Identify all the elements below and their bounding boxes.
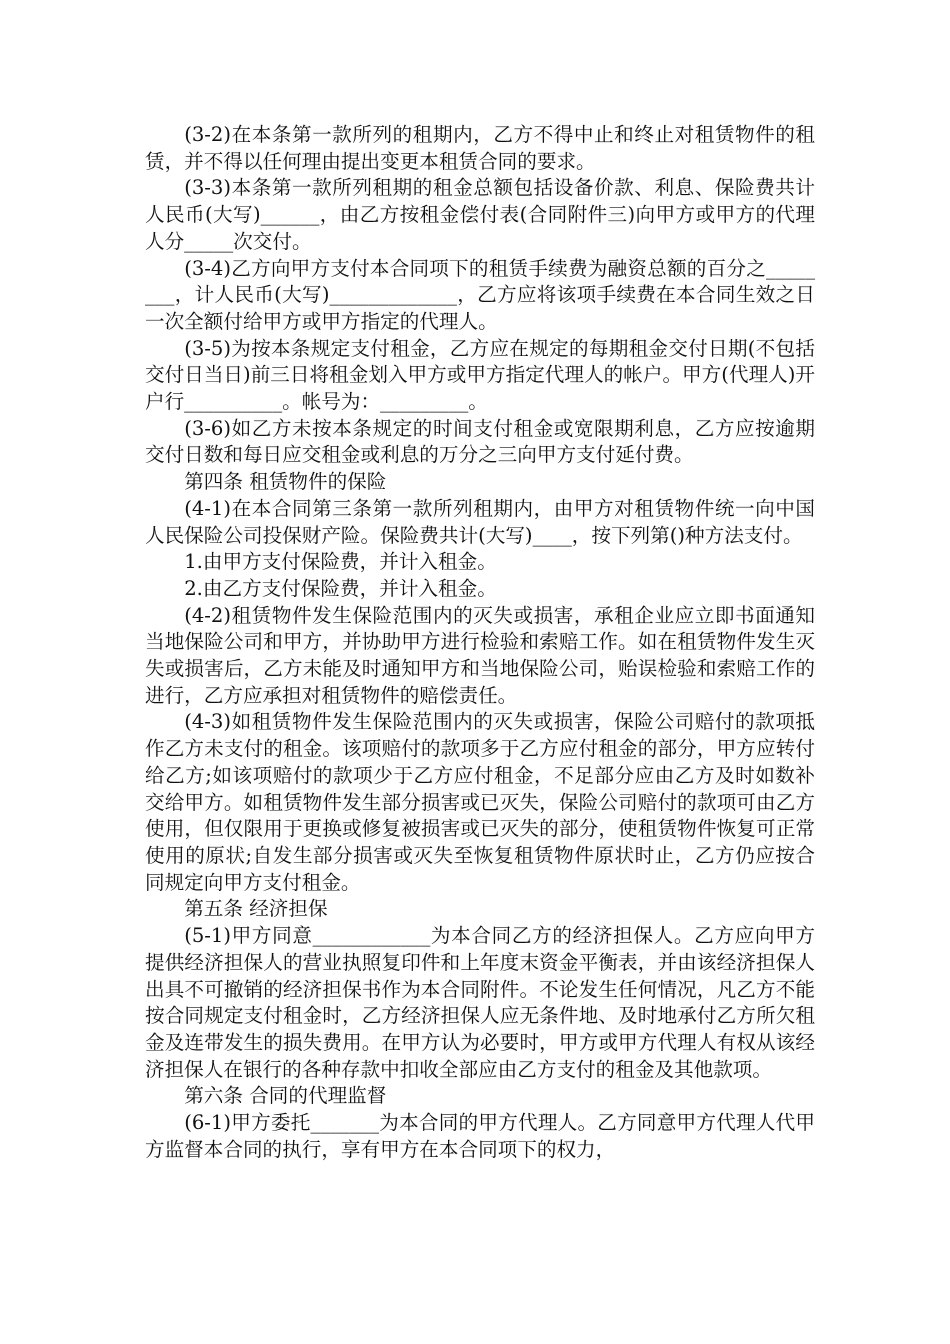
article-4-heading: 第四条 租赁物件的保险 [184, 470, 387, 494]
clause-3-2: (3-2)在本条第一款所列的租期内，乙方不得中止和终止对租赁物件的租赁，并不得以任何理由提出变更本租赁合同的要求。 [145, 123, 815, 173]
document-page [145, 122, 815, 1163]
clause-6-1: (6-1)甲方委托_______为本合同的甲方代理人。乙方同意甲方代理人代甲方监督本合同的执行，享有甲方在本合同项下的权力， [145, 1111, 815, 1161]
clause-4-2: (4-2)租赁物件发生保险范围内的灭失或损害，承租企业应立即书面通知当地保险公司和甲方，并协助甲方进行检验和索赔工作。如在租赁物件发生灭失或损害后，乙方未能及时通知甲方和当地保险公司，贻误检验和索赔工作的进行，乙方应承担对租赁物件的赔偿责任。 [145, 603, 815, 707]
article-6-heading: 第六条 合同的代理监督 [184, 1084, 387, 1108]
option-2: 2.由乙方支付保险费，并计入租金。 [184, 576, 497, 600]
clause-5-1: (5-1)甲方同意____________为本合同乙方的经济担保人。乙方应向甲方提供经济担保人的营业执照复印件和上年度末资金平衡表，并由该经济担保人出具不可撤销的经济担保书作为本合同附件。不论发生任何情况，凡乙方不能按合同规定支付租金时，乙方经济担保人应无条件地、及时地承付乙方所欠租金及连带发生的损失费用。在甲方认为必要时，甲方或甲方代理人有权从该经济担保人在银行的各种存款中扣收全部应由乙方支付的租金及其他款项。 [145, 924, 815, 1081]
option-1: 1.由甲方支付保险费，并计入租金。 [184, 550, 497, 574]
article-5-heading: 第五条 经济担保 [184, 897, 328, 921]
clause-4-1: (4-1)在本合同第三条第一款所列租期内，由甲方对租赁物件统一向中国人民保险公司投保财产险。保险费共计(大写)____，按下列第()种方法支付。 [145, 496, 815, 547]
clause-3-6: (3-6)如乙方未按本条规定的时间支付租金或宽限期利息，乙方应按逾期交付日数和每日应交租金或利息的万分之三向甲方支付延付费。 [145, 416, 815, 467]
clause-3-3: (3-3)本条第一款所列租期的租金总额包括设备价款、利息、保险费共计人民币(大写)______，由乙方按租金偿付表(合同附件三)向甲方或甲方的代理人分_____次交付。 [145, 176, 815, 253]
clause-3-5: (3-5)为按本条规定支付租金，乙方应在规定的每期租金交付日期(不包括交付日当日)前三日将租金划入甲方或甲方指定代理人的帐户。甲方(代理人)开户行__________。帐号为：_________。 [145, 336, 815, 414]
clause-3-4: (3-4)乙方向甲方支付本合同项下的租赁手续费为融资总额的百分之________，计人民币(大写)_____________，乙方应将该项手续费在本合同生效之日一次全额付给甲方或甲方指定的代理人。 [145, 256, 815, 333]
clause-4-3: (4-3)如租赁物件发生保险范围内的灭失或损害，保险公司赔付的款项抵作乙方未支付的租金。该项赔付的款项多于乙方应付租金的部分，甲方应转付给乙方;如该项赔付的款项少于乙方应付租金，不足部分应由乙方及时如数补交给甲方。如租赁物件发生部分损害或已灭失，保险公司赔付的款项可由乙方使用，但仅限用于更换或修复被损害或已灭失的部分，使租赁物件恢复可正常使用的原状;自发生部分损害或灭失至恢复租赁物件原状时止，乙方仍应按合同规定向甲方支付租金。 [145, 710, 815, 894]
